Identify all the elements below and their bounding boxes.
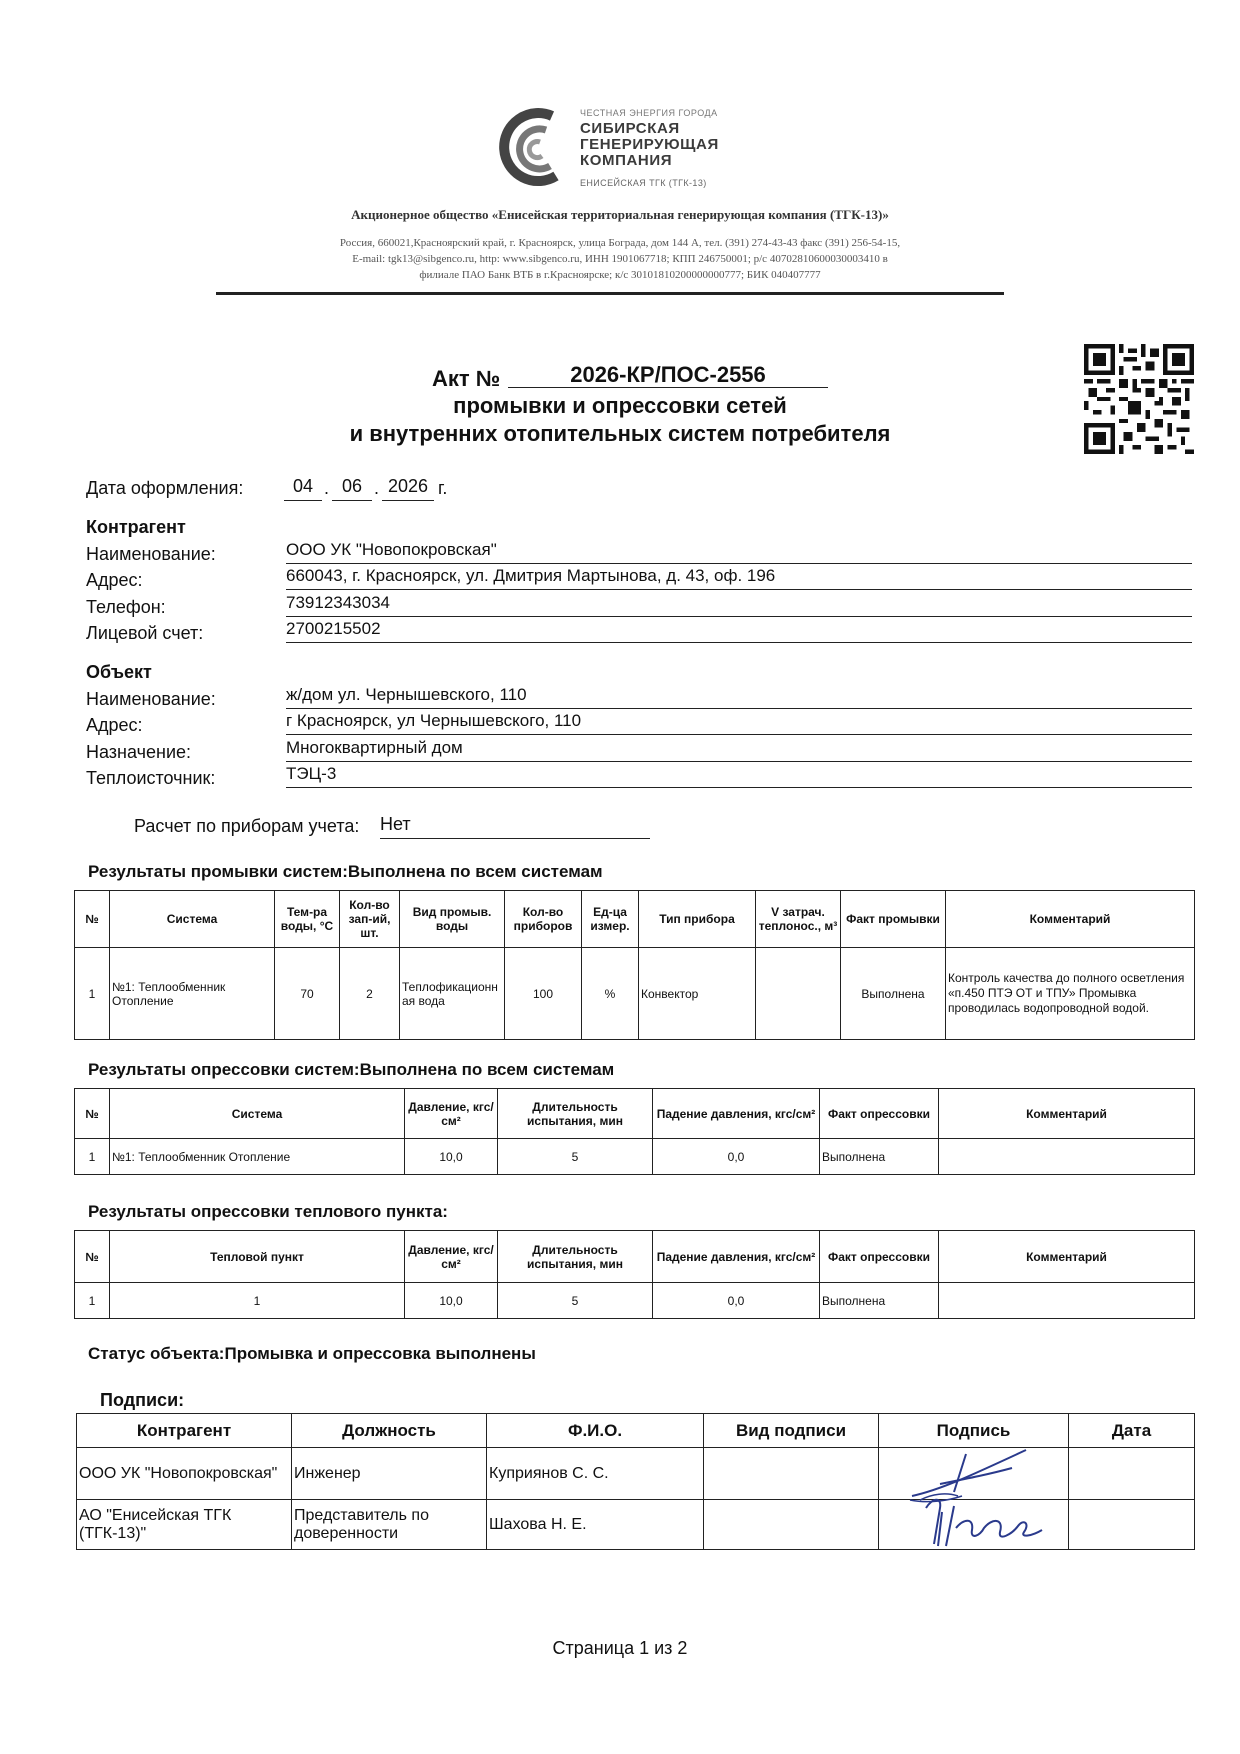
heat-point-heading: Результаты опрессовки теплового пункта: xyxy=(88,1202,448,1221)
object-address: г Красноярск, ул Чернышевского, 110 xyxy=(286,711,1192,735)
logo-line-1: СИБИРСКАЯ xyxy=(580,120,680,137)
date-separator: . xyxy=(324,478,330,498)
counterparty-address: 660043, г. Красноярск, ул. Дмитрия Мартынова, д. 43, оф. 196 xyxy=(286,566,1192,590)
col-device-type: Тип прибора xyxy=(639,891,756,948)
issue-date-day: 04 xyxy=(284,476,322,501)
logo-line-2: ГЕНЕРИРУЮЩАЯ xyxy=(580,136,719,153)
cell-date xyxy=(1069,1448,1195,1500)
col-number: № xyxy=(75,1231,110,1283)
col-position: Должность xyxy=(292,1414,487,1448)
col-volume: V затрач. теплонос., м³ xyxy=(756,891,841,948)
col-duration: Длительность испытания, мин xyxy=(498,1231,653,1283)
cell-full-name: Шахова Н. Е. xyxy=(487,1500,704,1550)
date-suffix: г. xyxy=(438,478,448,498)
object-source-label: Теплоисточник: xyxy=(86,768,216,788)
table-row xyxy=(75,948,1195,1040)
flushing-header-row xyxy=(75,891,1195,948)
act-number: 2026-КР/ПОС-2556 xyxy=(570,362,766,387)
company-name: Акционерное общество «Енисейская территориальная генерирующая компания (ТГК-13)» xyxy=(351,207,889,222)
col-connections: Кол-во зап-ий, шт. xyxy=(340,891,400,948)
object-source: ТЭЦ-3 xyxy=(286,764,1192,788)
cell-fact: Выполнена xyxy=(820,1139,939,1175)
flushing-heading: Результаты промывки систем:Выполнена по всем системам xyxy=(88,862,603,881)
cell-temp: 70 xyxy=(275,948,340,1040)
cell-system: №1: Теплообменник Отопление xyxy=(110,948,275,1040)
pressure-heading: Результаты опрессовки систем:Выполнена по всем системам xyxy=(88,1060,615,1079)
heat-point-table xyxy=(74,1230,1195,1319)
col-fact: Факт промывки xyxy=(841,891,946,948)
col-party: Контрагент xyxy=(77,1414,292,1448)
col-drop: Падение давления, кгс/см² xyxy=(653,1231,820,1283)
pressure-header-row xyxy=(75,1089,1195,1139)
pressure-table xyxy=(74,1088,1195,1175)
act-number-underline xyxy=(508,387,828,388)
col-fact: Факт опрессовки xyxy=(820,1231,939,1283)
col-pressure: Давление, кгс/см² xyxy=(405,1231,498,1283)
col-heat-point: Тепловой пункт xyxy=(110,1231,405,1283)
object-name-label: Наименование: xyxy=(86,689,216,709)
cell-number: 1 xyxy=(75,948,110,1040)
col-full-name: Ф.И.О. xyxy=(487,1414,704,1448)
header-divider xyxy=(216,292,1004,295)
date-separator: . xyxy=(374,478,380,498)
act-label: Акт № xyxy=(432,366,501,391)
table-row xyxy=(75,1283,1195,1319)
object-heading: Объект xyxy=(86,662,152,682)
handwritten-signature-2 xyxy=(912,1488,1052,1554)
cell-comment xyxy=(939,1139,1195,1175)
cell-pressure: 10,0 xyxy=(405,1283,498,1319)
cell-water-type: Теплофикационная вода xyxy=(400,948,505,1040)
col-number: № xyxy=(75,1089,110,1139)
cell-full-name: Куприянов С. С. xyxy=(487,1448,704,1500)
counterparty-address-label: Адрес: xyxy=(86,570,143,590)
cell-device-type: Конвектор xyxy=(639,948,756,1040)
col-system: Система xyxy=(110,1089,405,1139)
cell-position: Представитель по доверенности xyxy=(292,1500,487,1550)
counterparty-heading: Контрагент xyxy=(86,517,186,537)
counterparty-name: ООО УК "Новопокровская" xyxy=(286,540,1192,564)
cell-number: 1 xyxy=(75,1283,110,1319)
issue-date-label: Дата оформления: xyxy=(86,478,244,498)
cell-drop: 0,0 xyxy=(653,1283,820,1319)
counterparty-account: 2700215502 xyxy=(286,619,1192,643)
col-pressure: Давление, кгс/см² xyxy=(405,1089,498,1139)
object-purpose: Многоквартирный дом xyxy=(286,738,1192,762)
cell-devices: 100 xyxy=(505,948,582,1040)
metering-value: Нет xyxy=(380,814,650,839)
issue-date-month: 06 xyxy=(332,476,372,501)
cell-party: АО "Енисейская ТГК (ТГК-13)" xyxy=(77,1500,292,1550)
table-row xyxy=(75,1139,1195,1175)
logo-subtitle: ЕНИСЕЙСКАЯ ТГК (ТГК-13) xyxy=(580,178,707,188)
cell-pressure: 10,0 xyxy=(405,1139,498,1175)
logo-line-3: КОМПАНИЯ xyxy=(580,152,673,169)
cell-connections: 2 xyxy=(340,948,400,1040)
col-signature: Подпись xyxy=(879,1414,1069,1448)
object-address-label: Адрес: xyxy=(86,715,143,735)
flushing-table xyxy=(74,890,1195,1040)
page-number: Страница 1 из 2 xyxy=(552,1638,688,1658)
counterparty-account-label: Лицевой счет: xyxy=(86,623,204,643)
title-line-3: и внутренних отопительных систем потребителя xyxy=(349,421,891,446)
cell-signature-type xyxy=(704,1500,879,1550)
col-comment: Комментарий xyxy=(939,1231,1195,1283)
cell-fact: Выполнена xyxy=(820,1283,939,1319)
col-devices: Кол-во приборов xyxy=(505,891,582,948)
cell-signature-type xyxy=(704,1448,879,1500)
cell-system: №1: Теплообменник Отопление xyxy=(110,1139,405,1175)
object-status: Статус объекта:Промывка и опрессовка выполнены xyxy=(88,1344,536,1363)
col-comment: Комментарий xyxy=(946,891,1195,948)
col-temp: Тем-ра воды, °С xyxy=(275,891,340,948)
col-duration: Длительность испытания, мин xyxy=(498,1089,653,1139)
col-date: Дата xyxy=(1069,1414,1195,1448)
cell-comment xyxy=(939,1283,1195,1319)
col-fact: Факт опрессовки xyxy=(820,1089,939,1139)
cell-position: Инженер xyxy=(292,1448,487,1500)
company-logo-icon xyxy=(494,106,572,190)
col-signature-type: Вид подписи xyxy=(704,1414,879,1448)
cell-fact: Выполнена xyxy=(841,948,946,1040)
col-comment: Комментарий xyxy=(939,1089,1195,1139)
issue-date-year: 2026 xyxy=(382,476,434,501)
cell-heat-point: 1 xyxy=(110,1283,405,1319)
counterparty-name-label: Наименование: xyxy=(86,544,216,564)
cell-number: 1 xyxy=(75,1139,110,1175)
col-water-type: Вид промыв. воды xyxy=(400,891,505,948)
col-unit: Ед-ца измер. xyxy=(582,891,639,948)
object-name: ж/дом ул. Чернышевского, 110 xyxy=(286,685,1192,709)
cell-duration: 5 xyxy=(498,1283,653,1319)
company-info-line-2: E-mail: tgk13@sibgenco.ru, http: www.sibgenco.ru, ИНН 1901067718; КПП 246750001; р/с 40702810600030003410 в xyxy=(352,253,888,265)
col-number: № xyxy=(75,891,110,948)
title-line-2: промывки и опрессовки сетей xyxy=(453,393,787,418)
metering-label: Расчет по приборам учета: xyxy=(134,816,360,836)
company-info-line-3: филиале ПАО Банк ВТБ в г.Красноярске; к/с 30101810200000000777; БИК 040407777 xyxy=(419,269,821,281)
cell-volume xyxy=(756,948,841,1040)
cell-date xyxy=(1069,1500,1195,1550)
logo-tagline: ЧЕСТНАЯ ЭНЕРГИЯ ГОРОДА xyxy=(580,108,718,118)
counterparty-phone: 73912343034 xyxy=(286,593,1192,617)
col-system: Система xyxy=(110,891,275,948)
cell-comment: Контроль качества до полного осветления «п.450 ПТЭ ОТ и ТПУ» Промывка проводилась водопроводной водой. xyxy=(946,948,1195,1040)
cell-duration: 5 xyxy=(498,1139,653,1175)
cell-party: ООО УК "Новопокровская" xyxy=(77,1448,292,1500)
object-purpose-label: Назначение: xyxy=(86,742,192,762)
heat-point-header-row xyxy=(75,1231,1195,1283)
col-drop: Падение давления, кгс/см² xyxy=(653,1089,820,1139)
counterparty-phone-label: Телефон: xyxy=(86,597,166,617)
cell-drop: 0,0 xyxy=(653,1139,820,1175)
company-info-line-1: Россия, 660021,Красноярский край, г. Красноярск, улица Бограда, дом 144 А, тел. (391) 274-43-43 факс (391) 256-54-15, xyxy=(339,237,901,249)
cell-unit: % xyxy=(582,948,639,1040)
signatures-heading: Подписи: xyxy=(100,1390,185,1410)
